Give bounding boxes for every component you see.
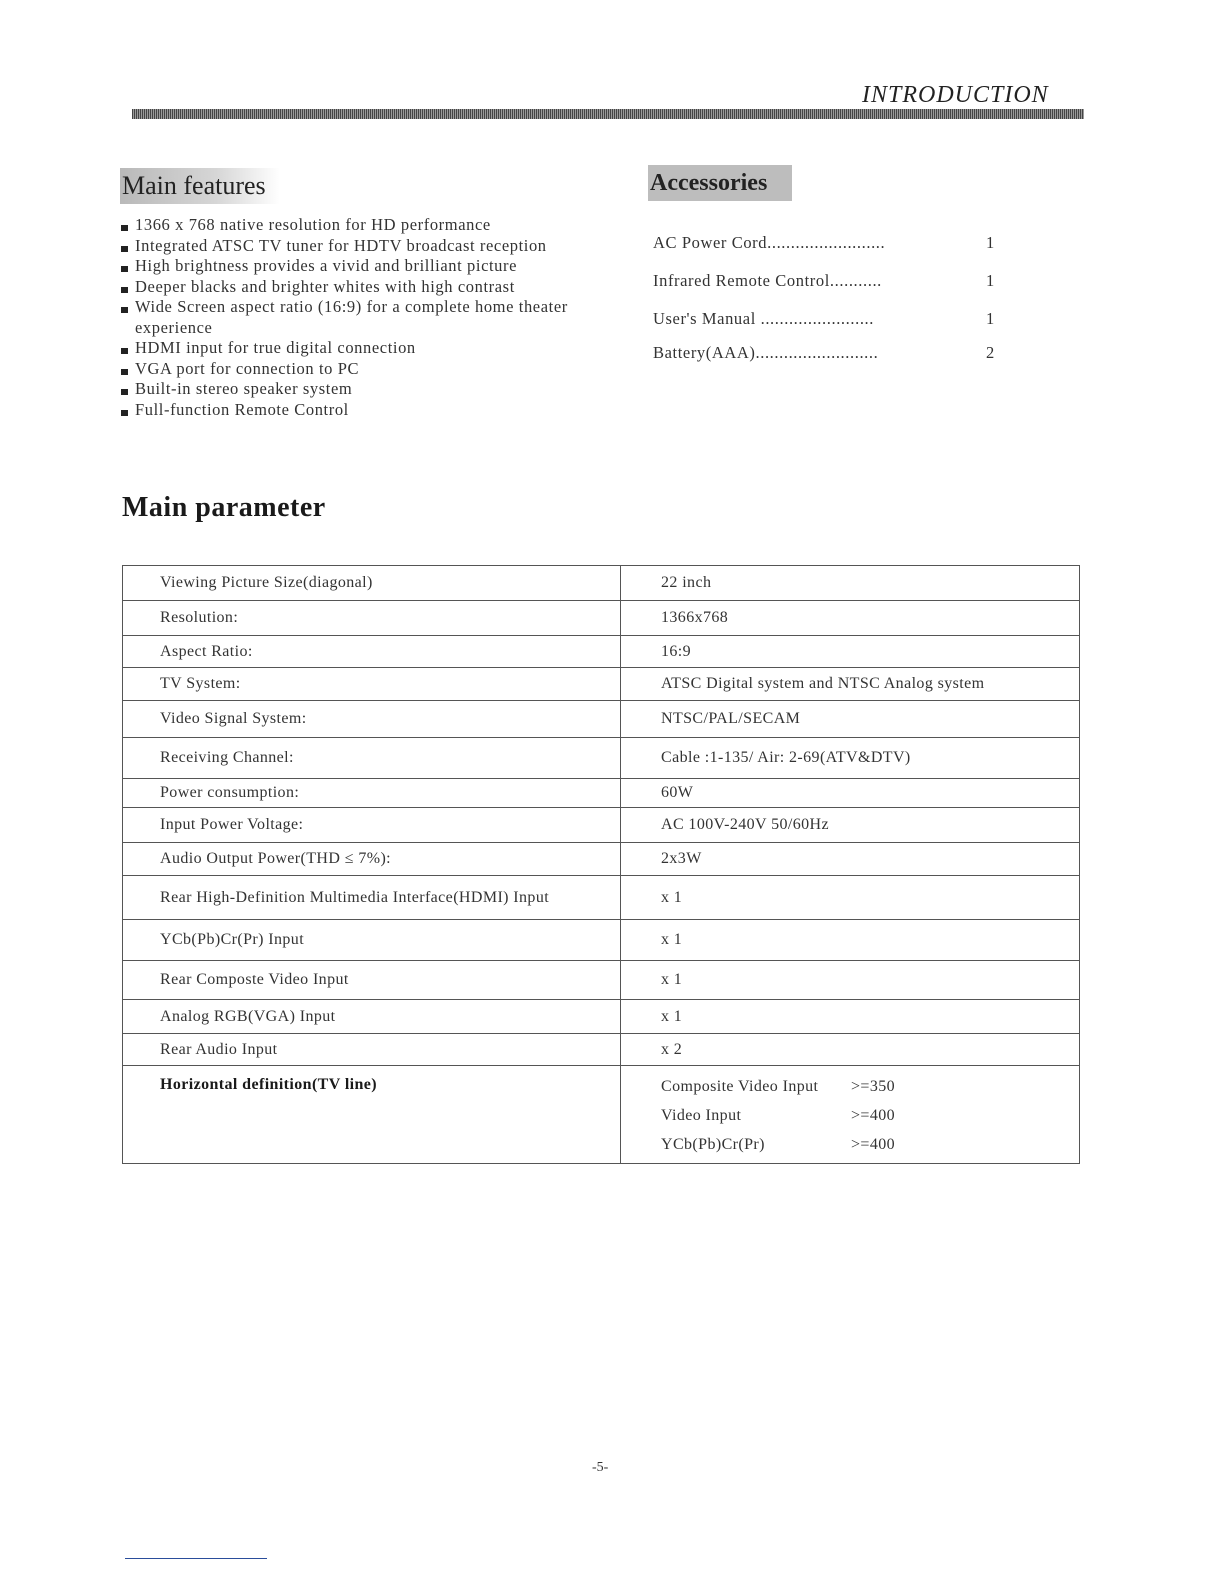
hd-line-name: Video Input — [661, 1107, 742, 1124]
parameter-label: Aspect Ratio: — [123, 636, 621, 668]
parameter-label: Rear Audio Input — [123, 1034, 621, 1066]
table-row — [123, 876, 1080, 920]
feature-item: Deeper blacks and brighter whites with high contrast — [120, 277, 620, 298]
parameter-value: 60W — [621, 779, 1080, 808]
parameter-value: NTSC/PAL/SECAM — [621, 701, 1080, 738]
parameter-value: x 1 — [621, 920, 1080, 961]
main-features-heading: Main features — [120, 168, 280, 204]
footer-line — [125, 1558, 267, 1559]
hd-line — [661, 1101, 1079, 1130]
parameter-value: 22 inch — [621, 566, 1080, 601]
hd-line-name: YCb(Pb)Cr(Pr) — [661, 1136, 765, 1153]
parameter-label: Power consumption: — [123, 779, 621, 808]
table-row — [123, 1000, 1080, 1034]
parameter-label: Input Power Voltage: — [123, 808, 621, 843]
accessories-list — [653, 230, 1013, 378]
parameter-label: Video Signal System: — [123, 701, 621, 738]
table-row — [123, 701, 1080, 738]
accessory-item — [653, 268, 1013, 306]
accessory-quantity: 1 — [986, 271, 995, 290]
header-rule — [132, 109, 1084, 119]
parameter-label: Resolution: — [123, 601, 621, 636]
accessory-quantity: 2 — [986, 343, 995, 362]
accessory-name: Battery(AAA).......................... — [653, 343, 879, 362]
parameter-value: x 2 — [621, 1034, 1080, 1066]
parameter-value: 2x3W — [621, 843, 1080, 876]
feature-item: Full-function Remote Control — [120, 400, 620, 421]
parameter-value: x 1 — [621, 876, 1080, 920]
table-row — [123, 668, 1080, 701]
parameter-label: Horizontal definition(TV line) — [123, 1066, 621, 1164]
accessory-quantity: 1 — [986, 309, 995, 328]
hd-line-value: >=350 — [851, 1078, 896, 1095]
hd-line — [661, 1072, 1079, 1101]
hd-line-name: Composite Video Input — [661, 1078, 819, 1095]
parameter-label: Rear Composte Video Input — [123, 961, 621, 1000]
table-row — [123, 843, 1080, 876]
accessory-item — [653, 340, 1013, 378]
table-row — [123, 636, 1080, 668]
parameter-value: 16:9 — [621, 636, 1080, 668]
hd-line-value: >=400 — [851, 1107, 896, 1124]
table-row — [123, 961, 1080, 1000]
parameter-label: YCb(Pb)Cr(Pr) Input — [123, 920, 621, 961]
table-row — [123, 738, 1080, 779]
parameter-label: Audio Output Power(THD ≤ 7%): — [123, 843, 621, 876]
feature-item: Integrated ATSC TV tuner for HDTV broadcast reception — [120, 236, 620, 257]
table-row — [123, 808, 1080, 843]
parameter-label: Viewing Picture Size(diagonal) — [123, 566, 621, 601]
table-row — [123, 779, 1080, 808]
parameter-label: Analog RGB(VGA) Input — [123, 1000, 621, 1034]
page-number: -5- — [592, 1460, 609, 1475]
feature-item: Built-in stereo speaker system — [120, 379, 620, 400]
table-row — [123, 601, 1080, 636]
table-row — [123, 1066, 1080, 1164]
parameter-label: Rear High-Definition Multimedia Interface(HDMI) Input — [123, 876, 621, 920]
hd-line-value: >=400 — [851, 1136, 896, 1153]
accessory-name: User's Manual ........................ — [653, 309, 875, 328]
section-header-title: INTRODUCTION — [862, 82, 1049, 108]
feature-item: Wide Screen aspect ratio (16:9) for a complete home theater experience — [120, 297, 620, 338]
parameter-label: Receiving Channel: — [123, 738, 621, 779]
accessory-name: AC Power Cord......................... — [653, 233, 886, 252]
accessory-item — [653, 230, 1013, 268]
parameter-value: AC 100V-240V 50/60Hz — [621, 808, 1080, 843]
accessory-quantity: 1 — [986, 233, 995, 252]
feature-item: 1366 x 768 native resolution for HD performance — [120, 215, 620, 236]
parameter-value: 1366x768 — [621, 601, 1080, 636]
main-features-list — [120, 215, 620, 420]
accessories-heading: Accessories — [648, 165, 792, 201]
feature-item: HDMI input for true digital connection — [120, 338, 620, 359]
feature-item: VGA port for connection to PC — [120, 359, 620, 380]
hd-line — [661, 1130, 1079, 1159]
parameter-value: ATSC Digital system and NTSC Analog system — [621, 668, 1080, 701]
feature-item: High brightness provides a vivid and brilliant picture — [120, 256, 620, 277]
parameter-label: TV System: — [123, 668, 621, 701]
table-row — [123, 1034, 1080, 1066]
main-parameter-table — [122, 565, 1080, 1164]
horizontal-definition-values — [621, 1066, 1080, 1164]
parameter-value: x 1 — [621, 961, 1080, 1000]
table-row — [123, 920, 1080, 961]
table-row — [123, 566, 1080, 601]
accessory-name: Infrared Remote Control........... — [653, 271, 882, 290]
accessory-item — [653, 306, 1013, 340]
main-parameter-heading: Main parameter — [122, 492, 326, 523]
parameter-value: x 1 — [621, 1000, 1080, 1034]
parameter-value: Cable :1-135/ Air: 2-69(ATV&DTV) — [621, 738, 1080, 779]
